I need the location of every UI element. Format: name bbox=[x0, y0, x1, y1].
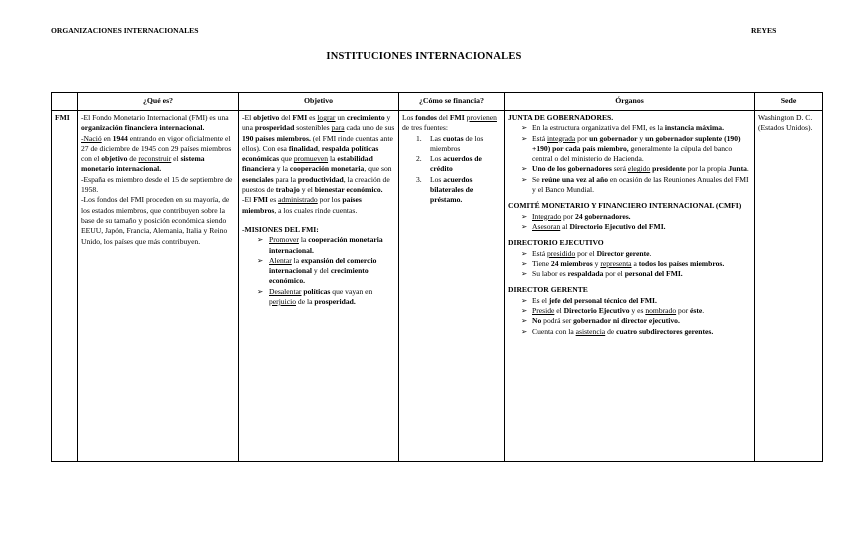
text: políticas bbox=[303, 286, 331, 296]
financia-cell bbox=[399, 111, 505, 462]
text: estabilidad financiera bbox=[242, 154, 373, 174]
text: de tres fuentes: bbox=[402, 123, 448, 133]
text: organización financiera internacional. bbox=[81, 123, 205, 133]
text: cooperación monetaria bbox=[289, 164, 365, 174]
text: al bbox=[560, 221, 570, 231]
text: Cuenta con la bbox=[532, 326, 576, 336]
table-header-row bbox=[52, 93, 823, 111]
text: 190 países miembros. bbox=[242, 133, 311, 143]
text: perjuicio bbox=[269, 297, 296, 307]
text: Las bbox=[430, 133, 443, 143]
text: 24 gobernadores. bbox=[575, 211, 631, 221]
list-item bbox=[242, 256, 395, 287]
text: personal del FMI. bbox=[624, 269, 683, 279]
text: Directorio Ejecutivo del FMI. bbox=[569, 221, 666, 231]
text: cuotas bbox=[442, 133, 464, 143]
list-item bbox=[402, 134, 501, 155]
list-item bbox=[508, 327, 751, 337]
text: Es el bbox=[532, 295, 549, 305]
text: Promover bbox=[269, 235, 299, 245]
text: respalda políticas económicas bbox=[242, 143, 379, 164]
text: cooperación monetaria internacional. bbox=[269, 235, 383, 255]
directorio-list bbox=[508, 249, 751, 280]
text: y el bbox=[299, 185, 315, 195]
text: el bbox=[554, 306, 564, 316]
text: será bbox=[611, 164, 628, 174]
list-item bbox=[508, 134, 751, 165]
text: -El bbox=[242, 195, 254, 205]
text: crecimiento bbox=[346, 113, 385, 122]
text: que vayan en bbox=[330, 286, 373, 296]
text: por bbox=[676, 306, 691, 316]
text: es bbox=[267, 195, 279, 205]
organos-cell bbox=[505, 111, 755, 462]
text: elegido bbox=[627, 164, 651, 174]
text: objetivo bbox=[253, 113, 280, 122]
text: No bbox=[532, 316, 542, 326]
text: en bbox=[101, 133, 113, 143]
financia-intro bbox=[402, 113, 501, 134]
text: FMI bbox=[292, 113, 308, 122]
text: y del bbox=[312, 266, 331, 276]
text: -El bbox=[242, 113, 254, 122]
comite-list bbox=[508, 212, 751, 233]
row-label-cell bbox=[52, 111, 78, 462]
text: por la propia bbox=[685, 164, 729, 174]
text: a bbox=[631, 258, 639, 268]
text: en ocasión de las Reuniones Anuales del FMI y el Banco Mundial. bbox=[532, 174, 749, 195]
text: sistema monetario internacional. bbox=[81, 154, 205, 174]
text: crecimiento económico. bbox=[269, 266, 369, 286]
text: y la bbox=[274, 164, 290, 174]
list-item bbox=[508, 306, 751, 316]
document-title: INSTITUCIONES INTERNACIONALES bbox=[326, 51, 522, 62]
text: Uno de los gobernadores bbox=[532, 164, 612, 174]
text: por bbox=[575, 133, 590, 143]
comite-title: COMITÉ MONETARIO Y FINANCIERO INTERNACIONAL (CMFI) bbox=[508, 201, 742, 211]
text: , bbox=[317, 143, 322, 153]
row-label: FMI bbox=[55, 113, 70, 122]
text: 1944 bbox=[112, 133, 128, 143]
text: por el bbox=[575, 248, 597, 258]
text: sostenibles bbox=[294, 123, 332, 133]
text: la bbox=[298, 235, 309, 245]
director-title: DIRECTOR GERENTE bbox=[508, 285, 588, 295]
text: , a los cuales rinde cuentas. bbox=[274, 205, 358, 215]
text: nombrado bbox=[645, 306, 677, 316]
list-number: 1. bbox=[416, 133, 422, 143]
text: un gobernador bbox=[589, 133, 638, 143]
text: de bbox=[605, 326, 617, 336]
text: lograr bbox=[317, 113, 336, 122]
text: expansión del comercio internacional bbox=[269, 255, 377, 276]
text: del bbox=[436, 113, 450, 122]
text: el bbox=[171, 154, 181, 164]
text: . bbox=[649, 248, 652, 258]
text: asistencia bbox=[575, 326, 606, 336]
text: integrada bbox=[546, 133, 576, 143]
text: Está bbox=[532, 248, 547, 258]
que-es-paragraph bbox=[81, 113, 235, 134]
junta-list bbox=[508, 123, 751, 195]
text: jefe del personal técnico del FMI. bbox=[548, 295, 657, 305]
header-right: REYES bbox=[751, 26, 777, 35]
header-left: ORGANIZACIONES INTERNACIONALES bbox=[51, 26, 199, 35]
text: Tiene bbox=[532, 258, 551, 268]
text: reúne una vez al año bbox=[541, 174, 609, 184]
list-item bbox=[402, 175, 501, 206]
list-item bbox=[508, 259, 751, 269]
text: -El Fondo Monetario Internacional (FMI) es una bbox=[81, 113, 229, 122]
text: productividad bbox=[297, 174, 344, 184]
text: representa bbox=[600, 258, 632, 268]
list-item bbox=[242, 235, 395, 256]
table-row bbox=[52, 111, 823, 462]
list-item bbox=[508, 269, 751, 279]
column-header-organos: Órganos bbox=[505, 93, 755, 111]
text: Alentar bbox=[269, 255, 292, 265]
text: 24 miembros bbox=[550, 258, 593, 268]
text: esenciales bbox=[242, 174, 274, 184]
text: todos los países miembros. bbox=[638, 258, 725, 268]
list-item bbox=[402, 154, 501, 175]
list-item bbox=[508, 212, 751, 222]
sede-text: Washington D. C. (Estados Unidos). bbox=[758, 113, 813, 133]
text: finalidad bbox=[288, 143, 318, 153]
text: del bbox=[279, 113, 293, 122]
objetivo-paragraph bbox=[242, 195, 395, 216]
text: instancia máxima. bbox=[664, 123, 724, 133]
column-header-que-es: ¿Qué es? bbox=[78, 93, 239, 111]
text: gobernador ni director ejecutivo. bbox=[573, 316, 680, 326]
list-item bbox=[508, 164, 751, 174]
misiones-title: -MISIONES DEL FMI: bbox=[242, 224, 319, 234]
list-item bbox=[508, 249, 751, 259]
column-header-objetivo: Objetivo bbox=[239, 93, 399, 111]
text: (el FMI rinde cuentas ante ellos). Con esa bbox=[242, 133, 393, 153]
text: acuerdos de crédito bbox=[430, 154, 482, 174]
text: Directorio Ejecutivo bbox=[563, 306, 630, 316]
text: generalmente la cúpula del banco central o del ministerio de Hacienda. bbox=[532, 143, 733, 164]
text: , que son bbox=[364, 164, 392, 174]
text: éste bbox=[690, 306, 703, 316]
text: administrado bbox=[278, 195, 318, 205]
institutions-table bbox=[51, 92, 823, 462]
text: objetivo bbox=[101, 154, 128, 164]
text: -Nació bbox=[81, 133, 102, 143]
text: fondos bbox=[415, 113, 437, 122]
text: trabajo bbox=[275, 185, 300, 195]
text: Integrado bbox=[532, 211, 562, 221]
que-es-cell bbox=[78, 111, 239, 462]
text: países miembros bbox=[242, 195, 362, 215]
que-es-paragraph: -España es miembro desde el 15 de septiembre de 1958. bbox=[81, 174, 233, 195]
list-item bbox=[508, 222, 751, 232]
text: y bbox=[592, 258, 601, 268]
text: y bbox=[637, 133, 646, 143]
text: de la bbox=[296, 297, 315, 307]
text: para bbox=[331, 123, 345, 133]
text: bienestar económico. bbox=[314, 185, 383, 195]
que-es-paragraph bbox=[81, 134, 235, 175]
financia-list bbox=[402, 134, 501, 206]
text: Director gerente bbox=[596, 248, 650, 258]
text: entrando en vigor oficialmente el 27 de diciembre de 1945 con 29 países miembros con el bbox=[81, 133, 232, 164]
text: por bbox=[561, 211, 576, 221]
text: un bbox=[335, 113, 347, 122]
director-list bbox=[508, 296, 751, 337]
text: acuerdos bilaterales de préstamo. bbox=[430, 174, 474, 205]
text: que bbox=[279, 154, 294, 164]
junta-title: JUNTA DE GOBERNADORES. bbox=[508, 113, 614, 122]
text: . bbox=[746, 164, 749, 174]
text: Su labor es bbox=[532, 269, 568, 279]
column-header-empty bbox=[52, 93, 78, 111]
list-item bbox=[508, 296, 751, 306]
text: es bbox=[307, 113, 318, 122]
text: prosperidad bbox=[254, 123, 295, 133]
text: para la bbox=[273, 174, 298, 184]
text: cuatro subdirectores gerentes. bbox=[616, 326, 714, 336]
text: Los bbox=[430, 154, 444, 164]
text: de los miembros bbox=[430, 133, 484, 153]
list-item bbox=[508, 123, 751, 133]
text: , la creación de puestos de bbox=[242, 174, 390, 195]
list-number: 3. bbox=[416, 174, 422, 184]
text: por los bbox=[317, 195, 343, 205]
text: un gobernador suplente (190) +190) por cada país miembro, bbox=[532, 133, 741, 153]
sede-cell bbox=[755, 111, 823, 462]
text: FMI bbox=[253, 195, 268, 205]
directorio-title: DIRECTORIO EJECUTIVO bbox=[508, 238, 604, 248]
text: Los bbox=[430, 174, 444, 184]
text: presidente bbox=[652, 164, 686, 174]
list-item bbox=[242, 287, 395, 308]
text: Está bbox=[532, 133, 547, 143]
text: Los bbox=[402, 113, 416, 122]
text: por el bbox=[603, 269, 625, 279]
text: provienen bbox=[466, 113, 497, 122]
text: En la estructura organizativa del FMI, es la bbox=[532, 123, 665, 133]
text: podrá ser bbox=[541, 316, 574, 326]
text: Se bbox=[532, 174, 542, 184]
text: promueven bbox=[293, 154, 329, 164]
text: Asesoran bbox=[532, 221, 561, 231]
objetivo-paragraph bbox=[242, 113, 395, 195]
list-item bbox=[508, 175, 751, 196]
list-number: 2. bbox=[416, 154, 422, 164]
column-header-sede: Sede bbox=[755, 93, 823, 111]
text: reconstruir bbox=[138, 154, 172, 164]
list-item bbox=[508, 316, 751, 326]
misiones-list bbox=[242, 235, 395, 307]
text: presidido bbox=[546, 248, 576, 258]
column-header-financia: ¿Cómo se financia? bbox=[399, 93, 505, 111]
text: . bbox=[702, 306, 705, 316]
text: cada uno de sus bbox=[344, 123, 395, 133]
text: FMI bbox=[449, 113, 465, 122]
text: prosperidad. bbox=[314, 297, 356, 307]
objetivo-cell bbox=[239, 111, 399, 462]
text: y una bbox=[242, 113, 391, 133]
text: Desalentar bbox=[269, 286, 302, 296]
text: Preside bbox=[532, 306, 555, 316]
text: la bbox=[328, 154, 338, 164]
text: de bbox=[127, 154, 139, 164]
text: y es bbox=[629, 306, 646, 316]
text: Junta bbox=[728, 164, 747, 174]
text: la bbox=[291, 255, 302, 265]
text: respaldada bbox=[567, 269, 604, 279]
que-es-paragraph: -Los fondos del FMI proceden en su mayoría, de los estados miembros, que contribuyen sobre la base de su tamaño y posición económica siendo EEUU, Japón, Francia, Alemania, Italia y Reino Unido, los países que más contribuyen. bbox=[81, 195, 230, 246]
